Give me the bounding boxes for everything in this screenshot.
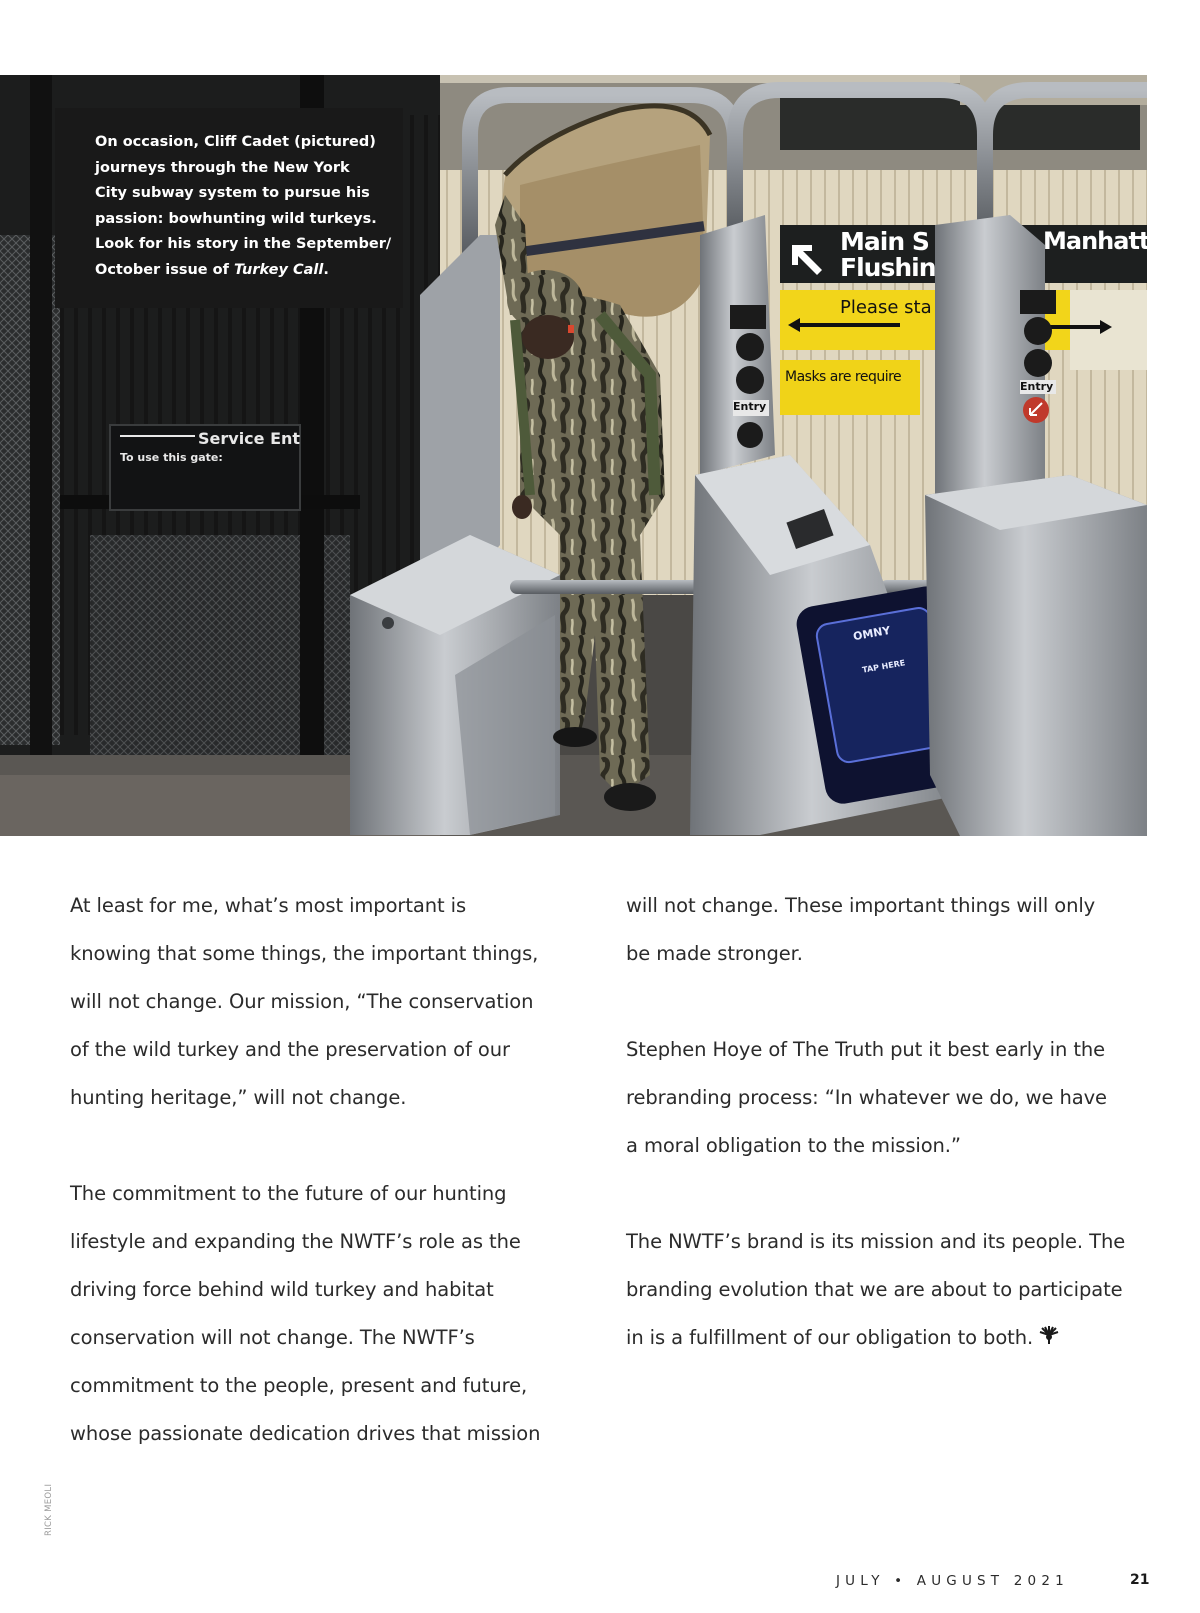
sign-main-street: Main S [840, 227, 929, 256]
text-line: driving force behind wild turkey and habitat [70, 1278, 494, 1301]
caption-line: journeys through the New York [95, 159, 350, 176]
final-sentence: in is a fulfillment of our obligation to both. [626, 1326, 1034, 1349]
sign-entry-left: Entry [733, 400, 767, 413]
caption-line: Look for his story in the September/ [95, 236, 392, 252]
paragraph-gap [626, 978, 1146, 1026]
text-line: lifestyle and expanding the NWTF’s role as the [70, 1230, 521, 1253]
text-line: conservation will not change. The NWTF’s [70, 1326, 475, 1349]
article-column-right [626, 882, 1146, 1362]
page-number: 21 [1130, 1572, 1150, 1588]
issue-date: JULY • AUGUST 2021 [836, 1573, 1069, 1589]
paragraph-gap [626, 1170, 1146, 1218]
paragraph-gap [70, 1122, 590, 1170]
text-line: rebranding process: “In whatever we do, we have [626, 1086, 1107, 1109]
sign-please-stand: Please sta [840, 297, 932, 318]
feature-photo [0, 75, 1165, 836]
text-line: be made stronger. [626, 942, 803, 965]
caption-last-line [95, 258, 383, 284]
text-line: At least for me, what’s most important is [70, 894, 467, 917]
text-line: will not change. These important things will only [626, 894, 1096, 917]
sign-service-instructions: To use this gate: [120, 451, 223, 464]
sign-manhattan: Manhatta [1043, 227, 1165, 255]
caption-prefix: October issue of [95, 261, 234, 278]
text-line: knowing that some things, the important things, [70, 942, 539, 965]
caption-suffix: . [323, 261, 329, 278]
sign-masks: Masks are require [785, 369, 902, 385]
caption-line: City subway system to pursue his [95, 185, 370, 201]
article-column-left [70, 882, 590, 1458]
text-line-last [626, 1314, 1146, 1362]
text-line: The commitment to the future of our hunting [70, 1182, 507, 1205]
caption-magazine-title: Turkey Call [233, 261, 324, 278]
text-line: hunting heritage,” will not change. [70, 1086, 407, 1109]
text-line: Stephen Hoye of The Truth put it best early in the [626, 1038, 1106, 1061]
photo-credit: RICK MEOLI [44, 1483, 54, 1536]
text-line: branding evolution that we are about to participate [626, 1278, 1123, 1301]
photo-caption [55, 108, 403, 308]
text-line: commitment to the people, present and future, [70, 1374, 528, 1397]
text-line: will not change. Our mission, “The conservation [70, 990, 534, 1013]
text-line: whose passionate dedication drives that mission [70, 1422, 541, 1445]
caption-line: passion: bowhunting wild turkeys. [95, 210, 377, 227]
caption-line: On occasion, Cliff Cadet (pictured) [95, 134, 376, 150]
text-line: The NWTF’s brand is its mission and its people. The [626, 1230, 1126, 1253]
turkey-end-mark-icon [1039, 1316, 1059, 1364]
reader-omny-label: OMNY [852, 623, 892, 644]
reader-tap-here-label: TAP HERE [861, 658, 906, 675]
text-line: a moral obligation to the mission.” [626, 1134, 961, 1157]
sign-service-entrance: Service Ent [198, 429, 301, 448]
sign-flushing: Flushin [840, 253, 936, 282]
text-line: of the wild turkey and the preservation of our [70, 1038, 510, 1061]
sign-entry-right: Entry [1020, 380, 1054, 393]
